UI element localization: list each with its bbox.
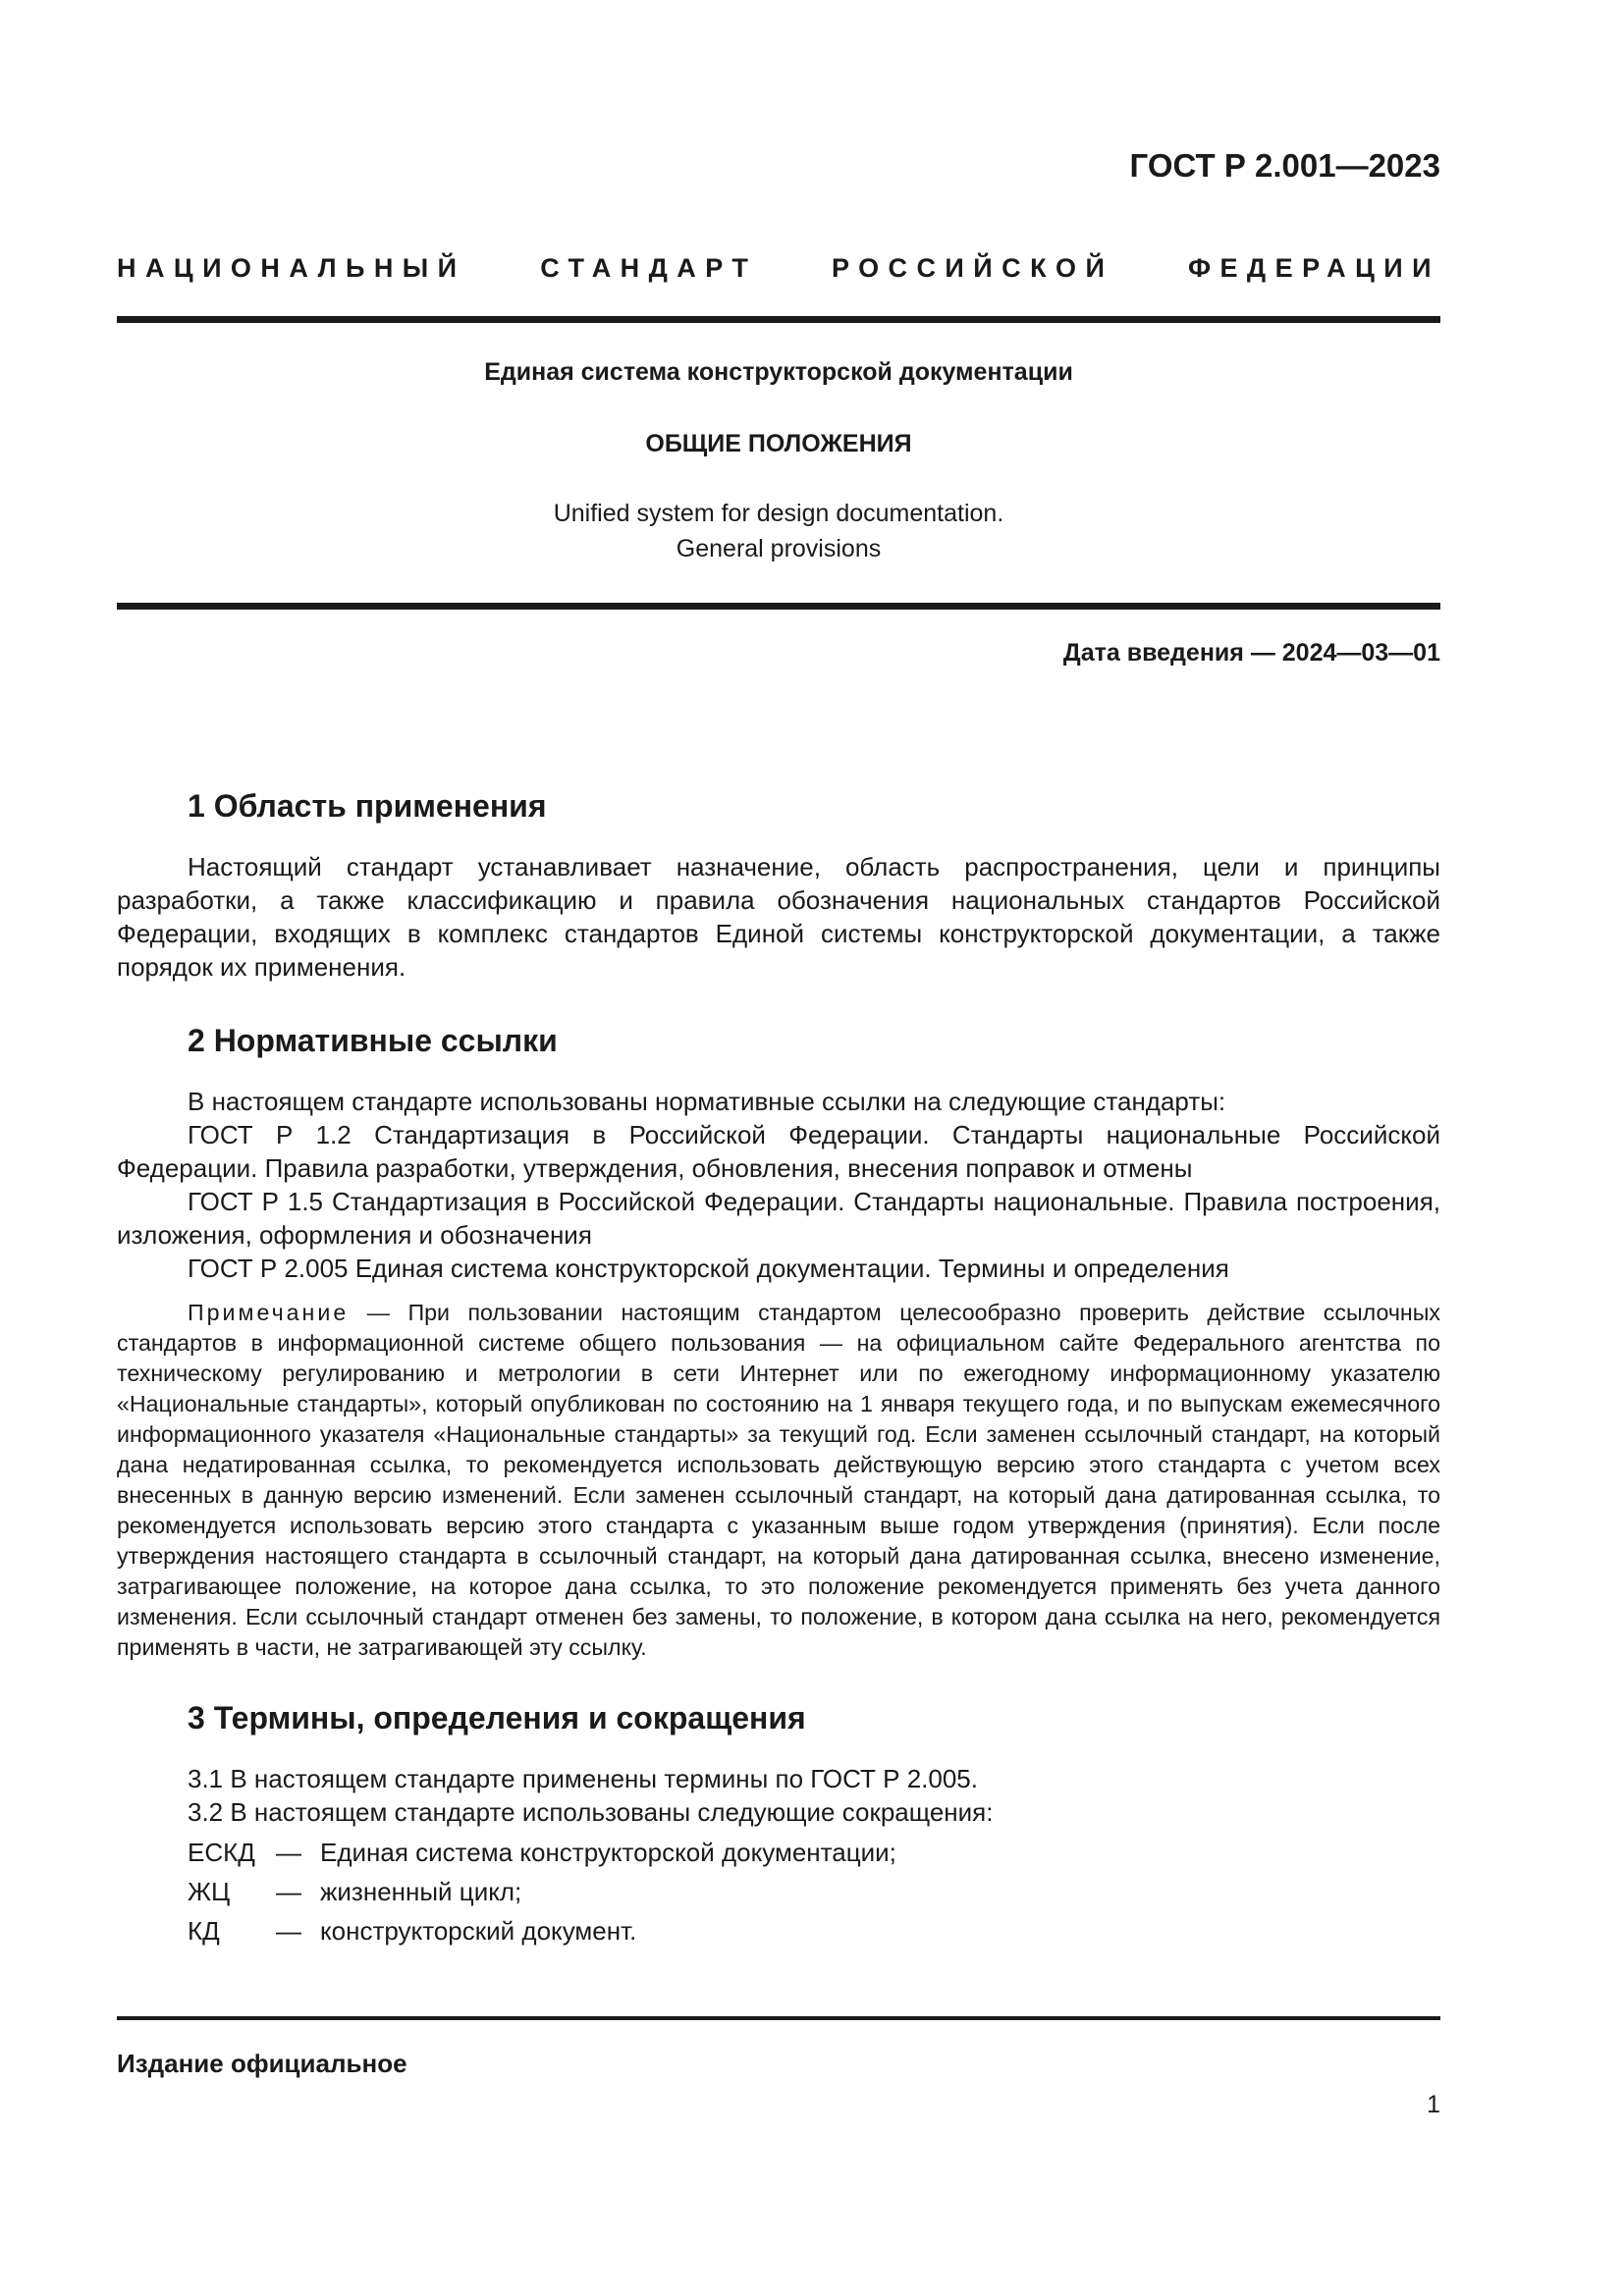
abbreviation: ЖЦ: [188, 1877, 231, 1906]
note-text: — При пользовании настоящим стандартом целесообразно проверить действие ссылочных стандартов в информационной системе общего пользования — на официальном сайте Федерального агентства по техническому регулированию и метрологии в сети Интернет или по ежегодному информационному указателю «Национальные стандарты», который опубликован по состоянию на 1 января текущего года, и по выпускам ежемесячного информационного указателя «Национальные стандарты» за текущий год. Если заменен ссылочный стандарт, на который дана недатированная ссылка, то рекомендуется использовать действующую версию этого стандарта с учетом всех внесенных в данную версию изменений. Если заменен ссылочный стандарт, на который дана датированная ссылка, то рекомендуется использовать версию этого стандарта с указанным выше годом утверждения (принятия). Если после утверждения настоящего стандарта в ссылочный стандарт, на который дана датированная ссылка, внесено изменение, затрагивающее положение, на которое дана ссылка, то это положение рекомендуется применять без учета данного изменения. Если ссылочный стандарт отменен без замены, то положение, в котором дана ссылка на него, рекомендуется применять в части, не затрагивающей эту ссылку.: [117, 1300, 1440, 1660]
document-title-en-line2: General provisions: [676, 535, 882, 562]
abbreviation-row: [188, 1875, 521, 1908]
document-title-en-line1: Unified system for design documentation.: [553, 500, 1004, 527]
system-name: Единая система конструкторской документации: [484, 358, 1073, 386]
abbreviation-row: [188, 1914, 636, 1948]
abbreviation: КД: [188, 1916, 220, 1946]
references-note: [117, 1298, 1440, 1663]
section-2-heading: 2 Нормативные ссылки: [188, 1023, 558, 1058]
official-edition-label: Издание официальное: [117, 2049, 407, 2078]
abbreviation-dash: —: [276, 1916, 301, 1946]
clause-3-1: 3.1 В настоящем стандарте применены термины по ГОСТ Р 2.005.: [188, 1764, 978, 1793]
introduction-date: Дата введения — 2024—03—01: [1062, 639, 1440, 667]
top-thick-rule: [117, 316, 1440, 323]
reference-gost-r-2-005: ГОСТ Р 2.005 Единая система конструкторской документации. Термины и определения: [188, 1254, 1229, 1283]
section-2-intro: В настоящем стандарте использованы нормативные ссылки на следующие стандарты:: [188, 1087, 1226, 1116]
clause-3-2: 3.2 В настоящем стандарте использованы следующие сокращения:: [188, 1797, 994, 1827]
national-standard-banner: НАЦИОНАЛЬНЫЙ СТАНДАРТ РОССИЙСКОЙ ФЕДЕРАЦИИ: [117, 253, 1440, 283]
footer-rule: [117, 2016, 1440, 2020]
abbreviation-row: [188, 1836, 896, 1869]
title-bottom-rule: [117, 603, 1440, 610]
reference-gost-r-1-5: ГОСТ Р 1.5 Стандартизация в Российской Федерации. Стандарты национальные. Правила построения, изложения, оформления и обозначения: [117, 1187, 1440, 1250]
abbreviation: ЕСКД: [188, 1838, 255, 1867]
section-1-text: Настоящий стандарт устанавливает назначение, область распространения, цели и принципы разработки, а также классификацию и правила обозначения национальных стандартов Российской Федерации, входящих в комплекс стандартов Единой системы конструкторской документации, а также порядок их применения.: [117, 852, 1440, 982]
section-3-heading: 3 Термины, определения и сокращения: [188, 1700, 806, 1735]
section-1-heading: 1 Область применения: [188, 788, 547, 824]
abbreviation-dash: —: [276, 1838, 301, 1867]
abbreviation-meaning: Единая система конструкторской документации;: [320, 1838, 896, 1867]
abbreviation-dash: —: [276, 1877, 301, 1906]
document-title-ru: ОБЩИЕ ПОЛОЖЕНИЯ: [645, 430, 912, 457]
abbreviation-meaning: конструкторский документ.: [320, 1916, 637, 1946]
abbreviation-meaning: жизненный цикл;: [320, 1877, 522, 1906]
note-label: Примечание: [188, 1300, 350, 1325]
standard-designation: ГОСТ Р 2.001—2023: [1129, 147, 1440, 184]
reference-gost-r-1-2: ГОСТ Р 1.2 Стандартизация в Российской Федерации. Стандарты национальные Российской Федерации. Правила разработки, утверждения, обновления, внесения поправок и отмены: [117, 1120, 1440, 1183]
page-number: 1: [1427, 2091, 1440, 2118]
